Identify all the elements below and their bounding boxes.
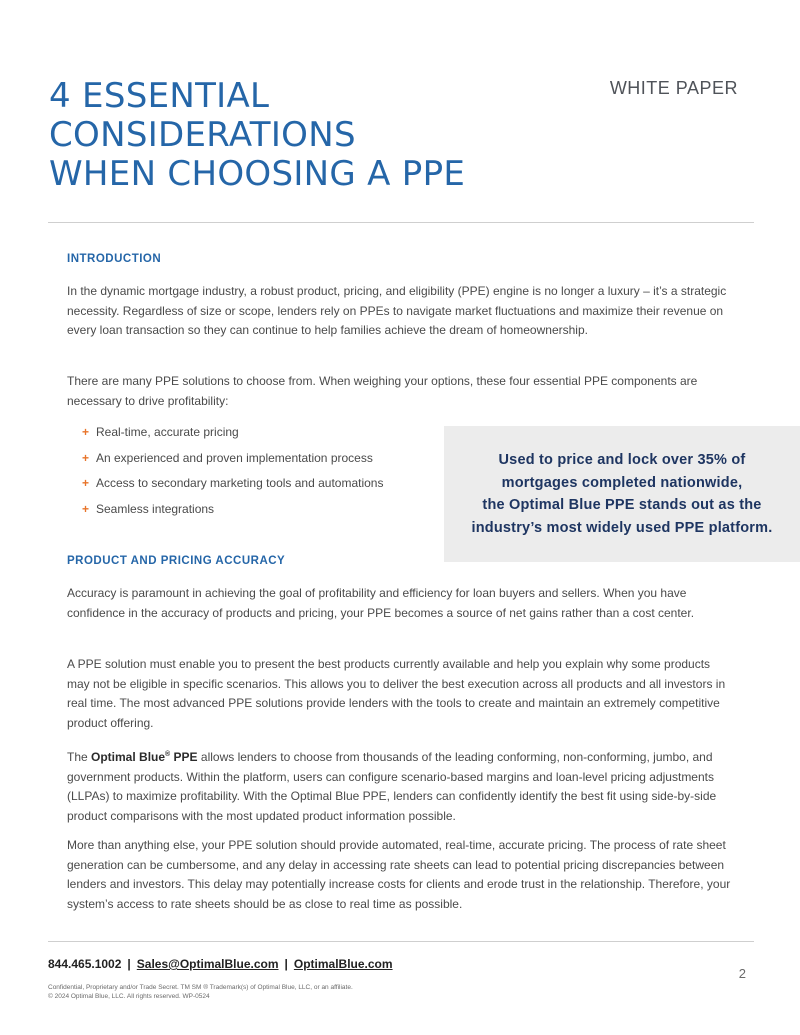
- website-link[interactable]: OptimalBlue.com: [293, 957, 393, 971]
- page-number: 2: [738, 966, 746, 981]
- callout-line: Used to price and lock over 35% of: [498, 452, 746, 468]
- phone-number: 844.465.1002: [48, 957, 122, 971]
- list-item-label: Access to secondary marketing tools and automations: [96, 476, 384, 490]
- plus-icon: +: [82, 450, 90, 465]
- accuracy-paragraph-3: [67, 745, 732, 826]
- list-item-label: An experienced and proven implementation process: [96, 450, 373, 465]
- list-item: [82, 475, 432, 501]
- accuracy-paragraph-4: More than anything else, your PPE solution should provide automated, real-time, accurate pricing. The process of rate sheet generation can be cumbersome, and any delay in accessing rate sheets can lead to potential pricing discrepancies between lenders and investors. This delay may potentially increase costs for clients and erode trust in the relationship. Therefore, your system’s access to rate sheets should be as close to real time as possible.: [67, 838, 731, 911]
- paragraph-rest: allows lenders to choose from thousands of the leading conforming, non-conforming, jumbo, and government products. Within the platform, users can configure scenario-based margins and loan-level pricing adjustments (LLPAs) to maximize profitability. With the Optimal Blue PPE, lenders can confidently identify the best fit using side-by-side product comparisons with the most updated product information possible.: [67, 750, 717, 823]
- brand-product: PPE: [170, 750, 198, 764]
- plus-icon: +: [82, 425, 90, 439]
- list-item-label: Seamless integrations: [96, 501, 215, 516]
- callout-line: industry’s most widely used PPE platform.: [471, 519, 773, 536]
- separator: |: [284, 957, 288, 971]
- accuracy-paragraph-2: A PPE solution must enable you to present the best products currently available and help you explain why some products may not be eligible in specific scenarios. This allows you to deliver the best execution across all products and all investors in real time. The most advanced PPE solutions provide lenders with the tools to create and maintain an extremely competitive product offering.: [67, 657, 726, 730]
- plus-icon: +: [82, 476, 90, 490]
- title-line: 4 ESSENTIAL: [49, 76, 270, 116]
- footer-contact: [48, 957, 393, 971]
- intro-paragraph-1: In the dynamic mortgage industry, a robust product, pricing, and eligibility (PPE) engine is no longer a luxury – it’s a strategic necessity. Regardless of size or scope, lenders rely on PPEs to navigate market fluctuations and maximize their revenue on every loan transaction so they can continue to help families achieve the dream of homeownership.: [67, 284, 727, 338]
- list-item: [82, 501, 432, 527]
- separator: |: [127, 957, 131, 971]
- list-item: [82, 450, 432, 476]
- brand-name: [91, 750, 198, 764]
- callout-line: the Optimal Blue PPE stands out as the: [482, 497, 762, 513]
- header-divider: [48, 222, 754, 223]
- footer-divider: [48, 941, 754, 942]
- ppe-components-list: [82, 424, 432, 526]
- accuracy-paragraph-1: Accuracy is paramount in achieving the goal of profitability and efficiency for loan buyers and sellers. When you have confidence in the accuracy of products and pricing, your PPE becomes a source of net gains rather than a cost center.: [67, 586, 695, 620]
- brand-name-text: Optimal Blue: [91, 750, 166, 764]
- callout-line: mortgages completed nationwide,: [501, 474, 743, 491]
- intro-paragraph-2: There are many PPE solutions to choose from. When weighing your options, these four essential PPE components are necessary to drive profitability:: [67, 374, 698, 408]
- callout-text: [472, 449, 773, 539]
- title-line: CONSIDERATIONS: [49, 115, 356, 155]
- document-type-label: WHITE PAPER: [609, 78, 738, 98]
- legal-notice: [48, 983, 353, 1001]
- legal-line: © 2024 Optimal Blue, LLC. All rights reserved. WP-0524: [48, 993, 210, 1000]
- email-link[interactable]: Sales@OptimalBlue.com: [136, 957, 279, 971]
- callout-box: [444, 426, 800, 562]
- legal-line: Confidential, Proprietary and/or Trade Secret. TM SM ® Trademark(s) of Optimal Blue, LLC, or an affiliate.: [48, 984, 353, 991]
- accuracy-heading: PRODUCT AND PRICING ACCURACY: [67, 555, 286, 567]
- paragraph-lead: The: [67, 750, 92, 764]
- list-item: [82, 424, 432, 450]
- plus-icon: +: [82, 501, 90, 516]
- list-item-label: Real-time, accurate pricing: [96, 425, 239, 439]
- page-title: [49, 77, 569, 194]
- registered-mark: ®: [165, 751, 171, 758]
- introduction-heading: INTRODUCTION: [67, 253, 162, 265]
- title-line: WHEN CHOOSING A PPE: [49, 154, 466, 194]
